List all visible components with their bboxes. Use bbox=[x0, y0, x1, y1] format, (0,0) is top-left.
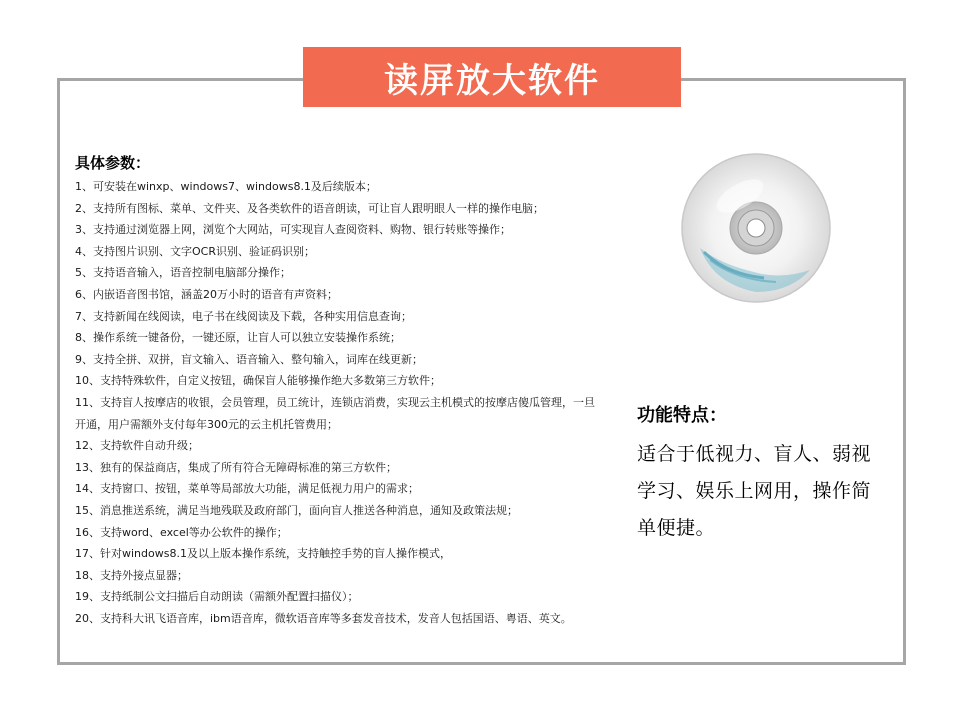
list-item: 15、消息推送系统，满足当地残联及政府部门，面向盲人推送各种消息，通知及政策法规； bbox=[75, 503, 518, 517]
list-item: 11、支持盲人按摩店的收银，会员管理，员工统计，连锁店消费，实现云主机模式的按摩店傻瓜管理，一旦开通，用户需额外支付每年300元的云主机托管费用； bbox=[75, 395, 595, 431]
list-item: 12、支持软件自动升级； bbox=[75, 439, 199, 453]
list-item: 8、操作系统一键备份，一键还原，让盲人可以独立安装操作系统； bbox=[75, 331, 401, 345]
title-banner bbox=[303, 47, 681, 107]
features-body: 适合于低视力、盲人、弱视学习、娱乐上网用，操作简单便捷。 bbox=[637, 443, 872, 539]
features-section bbox=[637, 400, 882, 547]
page-title: 读屏放大软件 bbox=[384, 60, 600, 101]
list-item: 5、支持语音输入，语音控制电脑部分操作； bbox=[75, 266, 291, 280]
list-item: 18、支持外接点显器； bbox=[75, 568, 188, 582]
params-heading: 具体参数： bbox=[75, 154, 151, 172]
list-item: 16、支持word、excel等办公软件的操作； bbox=[75, 525, 288, 539]
params-section bbox=[75, 152, 605, 629]
list-item: 13、独有的保益商店，集成了所有符合无障碍标准的第三方软件； bbox=[75, 460, 397, 474]
list-item: 10、支持特殊软件，自定义按钮，确保盲人能够操作绝大多数第三方软件； bbox=[75, 374, 441, 388]
params-list bbox=[75, 176, 605, 629]
cd-disc-icon bbox=[680, 152, 832, 304]
list-item: 6、内嵌语音图书馆，涵盖20万小时的语音有声资料； bbox=[75, 287, 338, 301]
list-item: 7、支持新闻在线阅读，电子书在线阅读及下载，各种实用信息查询； bbox=[75, 309, 412, 323]
list-item: 3、支持通过浏览器上网，浏览个大网站，可实现盲人查阅资料、购物、银行转账等操作； bbox=[75, 223, 511, 237]
list-item: 1、可安装在winxp、windows7、windows8.1及后续版本； bbox=[75, 180, 377, 193]
list-item: 2、支持所有图标、菜单、文件夹、及各类软件的语音朗读，可让盲人跟明眼人一样的操作电脑； bbox=[75, 201, 544, 215]
list-item: 19、支持纸制公文扫描后自动朗读（需额外配置扫描仪）； bbox=[75, 590, 359, 604]
list-item: 17、针对windows8.1及以上版本操作系统，支持触控手势的盲人操作模式， bbox=[75, 547, 451, 561]
list-item: 9、支持全拼、双拼，盲文输入、语音输入、整句输入，词库在线更新； bbox=[75, 352, 423, 366]
list-item: 14、支持窗口、按钮，菜单等局部放大功能，满足低视力用户的需求； bbox=[75, 482, 419, 496]
list-item: 4、支持图片识别、文字OCR识别、验证码识别； bbox=[75, 244, 315, 258]
features-heading: 功能特点： bbox=[637, 405, 727, 426]
list-item: 20、支持科大讯飞语音库，ibm语音库，微软语音库等多套发音技术，发音人包括国语、粤语、英文。 bbox=[75, 611, 572, 625]
